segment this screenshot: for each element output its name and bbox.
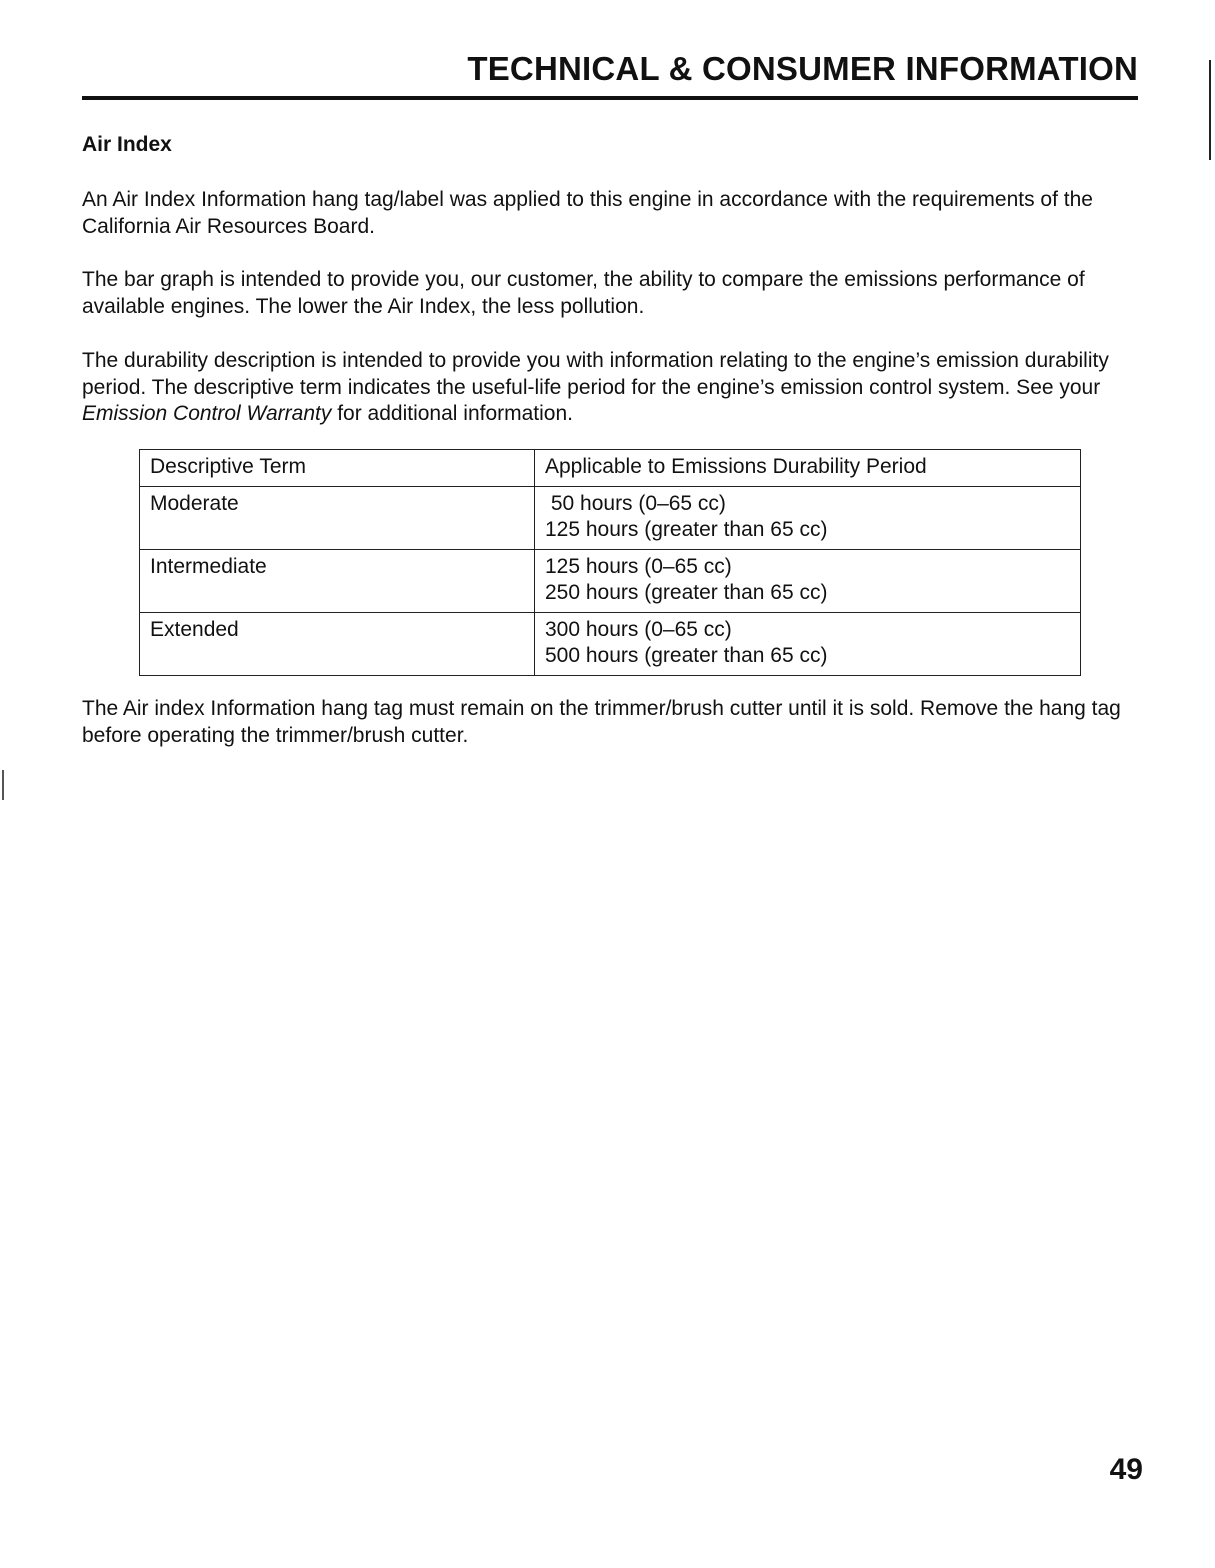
paragraph-hang-tag-removal: The Air index Information hang tag must remain on the trimmer/brush cutter until it is sold. Remove the hang tag before operating the trimmer/brush cutter. (82, 697, 1121, 747)
period-cell (535, 487, 1081, 550)
period-line: 125 hours (greater than 65 cc) (545, 518, 828, 541)
paragraph-durability (82, 348, 1132, 428)
section-heading: Air Index (82, 133, 172, 156)
table-row (140, 550, 1081, 613)
durability-text-end: for additional information. (331, 402, 573, 425)
table-row (140, 487, 1081, 550)
page-title: TECHNICAL & CONSUMER INFORMATION (467, 50, 1138, 87)
paragraph-air-index-tag: An Air Index Information hang tag/label was applied to this engine in accordance with the requirements of the California Air Resources Board. (82, 188, 1093, 238)
period-line: 50 hours (0–65 cc) (545, 492, 726, 515)
durability-table (139, 449, 1081, 676)
term-cell: Extended (140, 613, 535, 676)
page-number: 49 (1109, 1453, 1143, 1486)
durability-text: The durability description is intended to provide you with information relating to the engine’s emission durability period. The descriptive term indicates the useful-life period for the engine’s emission control system. See your (82, 349, 1109, 399)
scan-edge-mark-left (2, 770, 4, 800)
period-line: 125 hours (0–65 cc) (545, 555, 732, 578)
table-header-row (140, 450, 1081, 487)
table-row (140, 613, 1081, 676)
term-cell: Intermediate (140, 550, 535, 613)
period-line: 500 hours (greater than 65 cc) (545, 644, 828, 667)
title-divider (82, 96, 1138, 100)
period-cell (535, 550, 1081, 613)
scan-edge-mark (1209, 60, 1211, 160)
warranty-reference: Emission Control Warranty (82, 402, 332, 425)
paragraph-bar-graph: The bar graph is intended to provide you, our customer, the ability to compare the emissions performance of available engines. The lower the Air Index, the less pollution. (82, 268, 1085, 318)
period-line: 250 hours (greater than 65 cc) (545, 581, 828, 604)
column-header-term: Descriptive Term (140, 450, 535, 487)
period-cell (535, 613, 1081, 676)
period-line: 300 hours (0–65 cc) (545, 618, 732, 641)
column-header-period: Applicable to Emissions Durability Period (535, 450, 1081, 487)
term-cell: Moderate (140, 487, 535, 550)
